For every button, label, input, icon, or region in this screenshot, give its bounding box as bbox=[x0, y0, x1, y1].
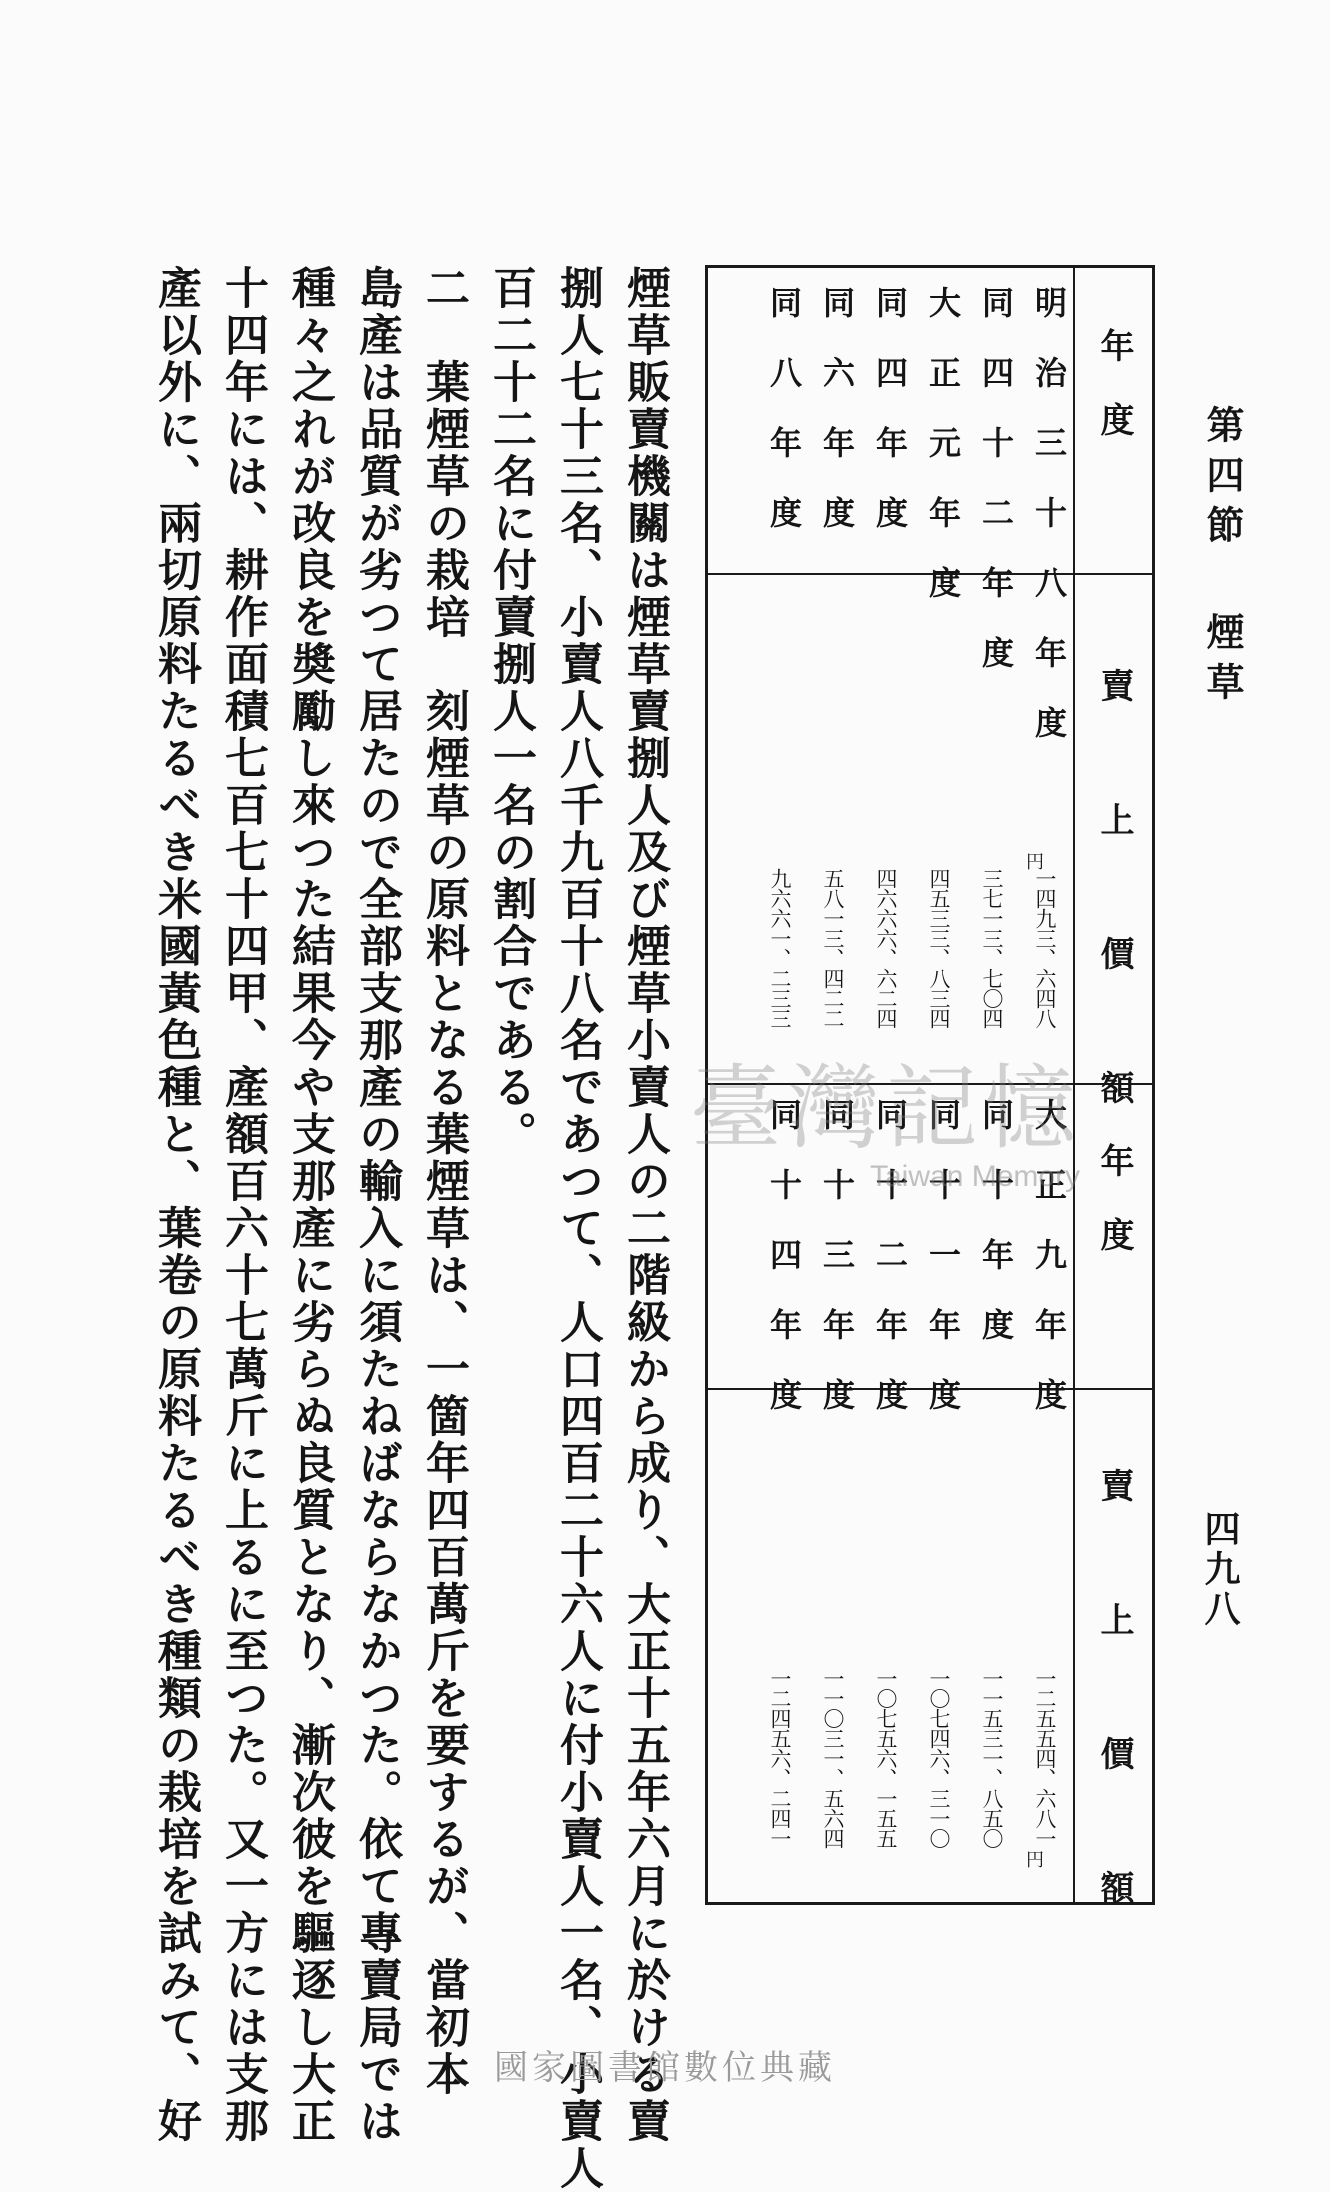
amount-cell: 一〇七四六、三一〇 bbox=[927, 1668, 951, 1848]
header-amount: 賣 上 價 額 bbox=[1094, 668, 1134, 1134]
body-line: 百二十二名に付賣捌人一名の割合である。 bbox=[485, 265, 536, 1158]
watermark-subtitle: Taiwan Memory bbox=[870, 1160, 1081, 1193]
amount-cell: 一二四五六、二四一 bbox=[768, 1668, 792, 1848]
header-year-2: 年 度 bbox=[1094, 1143, 1134, 1251]
year-cell: 同 四 年 度 bbox=[871, 286, 909, 528]
year-cell: 同 八 年 度 bbox=[765, 286, 803, 528]
amount-cell: 一一〇三一、五六四 bbox=[821, 1668, 845, 1848]
year-cell: 大 正 元 年 度 bbox=[924, 286, 962, 598]
year-cell: 同 十 一 年 度 bbox=[924, 1098, 962, 1410]
body-line: 十四年には、耕作面積七百七十四甲、產額百六十七萬斤に上るに至つた。又一方には支那 bbox=[217, 265, 268, 2145]
yen-mark: 円 bbox=[1026, 852, 1044, 873]
body-line: 產以外に、兩切原料たるべき米國黃色種と、葉卷の原料たるべき種類の栽培を試みて、好 bbox=[150, 265, 201, 2145]
amount-cell: 一二五五四、六八一 bbox=[1033, 1668, 1057, 1848]
body-line: 種々之れが改良を奬勵し來つた結果今や支那產に劣らぬ良質となり、漸次彼を驅逐し大正 bbox=[284, 265, 335, 2145]
amount-cell: 九六六一、二三三 bbox=[768, 868, 792, 1028]
year-cell: 同 十 年 度 bbox=[977, 1098, 1015, 1340]
watermark-logo: 臺灣記憶 bbox=[690, 1055, 1083, 1162]
body-line: 島產は品質が劣つて居たので全部支那產の輸入に須たねばならなかつた。依て專賣局では bbox=[351, 265, 402, 2145]
footer-credit: 國家圖書館數位典藏 bbox=[494, 2048, 836, 2088]
body-line: 捌人七十三名、小賣人八千九百十八名であつて、人口四百二十六人に付小賣人一名、小賣人 bbox=[552, 265, 603, 2192]
header-year: 年 度 bbox=[1094, 328, 1134, 436]
body-line: 煙草販賣機關は煙草賣捌人及び煙草小賣人の二階級から成り、大正十五年六月に於ける賣 bbox=[619, 265, 670, 2145]
year-cell: 大 正 九 年 度 bbox=[1030, 1098, 1068, 1410]
amount-cell: 三七一三、七〇四 bbox=[980, 868, 1004, 1028]
yen-mark: 円 bbox=[1026, 1850, 1044, 1871]
section-heading-line: 二 葉煙草の栽培 刻煙草の原料となる葉煙草は、一箇年四百萬斤を要するが、當初本 bbox=[418, 265, 469, 2098]
amount-cell: 四五三三、八三四 bbox=[927, 868, 951, 1028]
page-number: 四九八 bbox=[1199, 1510, 1241, 1630]
amount-cell: 一〇七五六、一五五 bbox=[874, 1668, 898, 1848]
amount-cell: 一四九三、六四八 bbox=[1033, 868, 1057, 1028]
amount-cell: 四六六六、六二四 bbox=[874, 868, 898, 1028]
year-cell: 明 治 三 十 八 年 度 bbox=[1030, 286, 1068, 738]
year-cell: 同 十 二 年 度 bbox=[871, 1098, 909, 1410]
year-cell: 同 十 三 年 度 bbox=[818, 1098, 856, 1410]
amount-cell: 五八一三、四二二 bbox=[821, 868, 845, 1028]
amount-cell: 一一五三一、八五〇 bbox=[980, 1668, 1004, 1848]
year-cell: 同 四 十 二 年 度 bbox=[977, 286, 1015, 668]
year-cell: 同 六 年 度 bbox=[818, 286, 856, 528]
year-cell: 同 十 四 年 度 bbox=[765, 1098, 803, 1410]
header-amount-2: 賣 上 價 額 bbox=[1094, 1468, 1134, 1934]
running-head: 第四節 煙草 bbox=[1200, 405, 1245, 712]
